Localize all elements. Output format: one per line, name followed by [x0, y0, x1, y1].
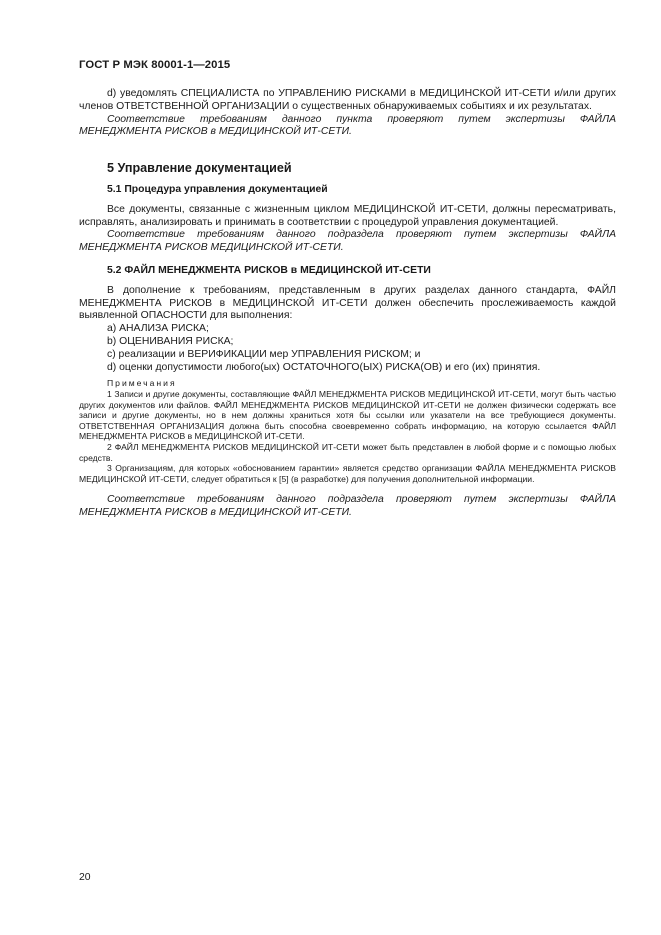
document-body — [79, 88, 616, 520]
list-item: c) реализации и ВЕРИФИКАЦИИ мер УПРАВЛЕНИЯ РИСКОМ; и — [107, 348, 421, 360]
requirements-list — [107, 323, 616, 374]
subsection-5-1-text: Все документы, связанные с жизненным циклом МЕДИЦИНСКОЙ ИТ-СЕТИ, должны пересматривать, исправлять, анализировать и принимать в соответствии с процедурой управления документацией. — [79, 203, 616, 228]
note-item: 1 Записи и другие документы, составляющие ФАЙЛ МЕНЕДЖМЕНТА РИСКОВ МЕДИЦИНСКОЙ ИТ-СЕТИ, могут быть частью других документов или файлов. ФАЙЛ МЕНЕДЖМЕНТА РИСКОВ МЕДИЦИНСКОЙ ИТ-СЕТИ не должен физически содержать все записи и другие документы, но в нем должны храниться хотя бы ссылки или указатели на все требующиеся документы. ОТВЕТСТВЕННАЯ ОРГАНИЗАЦИЯ должна быть способна своевременно собрать информацию, на которую ссылается ФАЙЛ МЕНЕДЖМЕНТА РИСКОВ в МЕДИЦИНСКОЙ ИТ-СЕТИ. — [79, 388, 616, 442]
subsection-5-1-compliance: Соответствие требованиям данного подраздела проверяют путем экспертизы ФАЙЛА МЕНЕДЖМЕНТА РИСКОВ МЕДИЦИНСКОЙ ИТ-СЕТИ. — [79, 229, 616, 254]
notes-block — [79, 378, 616, 484]
note-item: 2 ФАЙЛ МЕНЕДЖМЕНТА РИСКОВ МЕДИЦИНСКОЙ ИТ-СЕТИ может быть представлен в любой форме и с помощью любых средств. — [79, 441, 616, 463]
section-title: 5 Управление документацией — [107, 161, 292, 176]
subsection-5-2-compliance: Соответствие требованиям данного подраздела проверяют путем экспертизы ФАЙЛА МЕНЕДЖМЕНТА РИСКОВ в МЕДИЦИНСКОЙ ИТ-СЕТИ. — [79, 494, 616, 519]
intro-compliance: Соответствие требованиям данного пункта проверяют путем экспертизы ФАЙЛА МЕНЕДЖМЕНТА РИСКОВ в МЕДИЦИНСКОЙ ИТ-СЕТИ. — [79, 113, 616, 138]
list-item: d) оценки допустимости любого(ых) ОСТАТОЧНОГО(ЫХ) РИСКА(ОВ) и его (их) принятия. — [107, 361, 541, 373]
subsection-5-2-title: 5.2 ФАЙЛ МЕНЕДЖМЕНТА РИСКОВ в МЕДИЦИНСКОЙ ИТ-СЕТИ — [107, 264, 431, 276]
note-item: 3 Организациям, для которых «обоснованием гарантии» является средство организации ФАЙЛА МЕНЕДЖМЕНТА РИСКОВ МЕДИЦИНСКОЙ ИТ-СЕТИ, следует обратиться к [5] (в разработке) для получения дополнительной информации. — [79, 463, 616, 484]
subsection-5-1-title: 5.1 Процедура управления документацией — [107, 183, 328, 195]
list-item: a) АНАЛИЗА РИСКА; — [107, 323, 209, 335]
subsection-5-2-text: В дополнение к требованиям, представленным в других разделах данного стандарта, ФАЙЛ МЕНЕДЖМЕНТА РИСКОВ в МЕДИЦИНСКОЙ ИТ-СЕТИ должен обеспечить прослеживаемость каждой выявленной ОПАСНОСТИ для выполнения: — [79, 284, 616, 322]
intro-item-d: d) уведомлять СПЕЦИАЛИСТА по УПРАВЛЕНИЮ РИСКАМИ в МЕДИЦИНСКОЙ ИТ-СЕТИ и/или других членов ОТВЕТСТВЕННОЙ ОРГАНИЗАЦИИ о существенных обнаруживаемых событиях и их результатах. — [79, 88, 616, 112]
notes-title: Примечания — [107, 378, 177, 389]
list-item: b) ОЦЕНИВАНИЯ РИСКА; — [107, 335, 234, 347]
page-number: 20 — [79, 872, 91, 883]
document-header: ГОСТ Р МЭК 80001-1—2015 — [79, 59, 231, 71]
